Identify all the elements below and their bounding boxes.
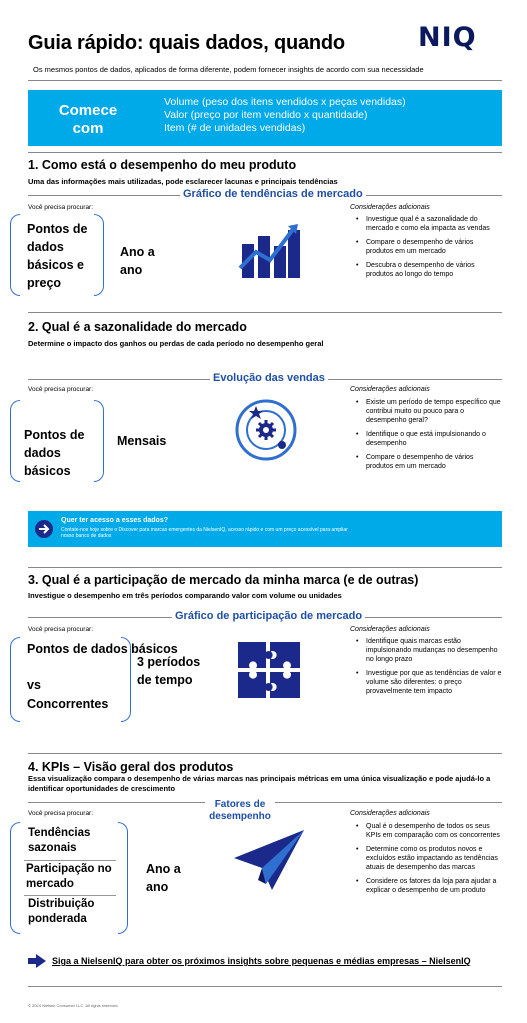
divider	[28, 753, 502, 754]
section-3-left-line-2: vs	[27, 678, 41, 692]
section-2-left-text: Pontos de dados básicos	[24, 428, 85, 478]
section-1-left-text: Pontos de dados básicos e preço	[27, 222, 88, 290]
cta-heading: Quer ter acesso a esses dados?	[61, 517, 168, 524]
consideration-item: • Investigue qual é a sazonalidade do mercado e como ela impacta as vendas	[354, 215, 502, 233]
extra-label: Considerações adicionais	[350, 810, 430, 817]
left-brace	[10, 400, 20, 482]
section-2-chart-heading: Evolução das vendas	[210, 372, 328, 384]
left-brace	[10, 214, 20, 296]
section-4-right-text: Ano a ano	[146, 862, 181, 894]
divider	[28, 80, 502, 81]
access-data-cta[interactable]	[28, 511, 502, 547]
section-1-chart-heading: Gráfico de tendências de mercado	[180, 188, 366, 200]
section-1-right-text: Ano a ano	[120, 245, 155, 277]
arrow-right-icon	[28, 954, 46, 968]
bar-chart-trend-icon	[238, 222, 302, 280]
need-label: Você precisa procurar:	[28, 386, 94, 393]
section-4-left-line-2: Participação no mercado	[26, 863, 112, 890]
banner-lead: Comece com	[58, 102, 118, 137]
left-brace	[10, 637, 20, 722]
banner-line-item: Item (# de unidades vendidas)	[164, 122, 306, 134]
arrow-right-icon	[35, 520, 53, 538]
section-4-left-line-1: Tendências sazonais	[28, 827, 91, 854]
page-subtitle: Os mesmos pontos de dados, aplicados de forma diferente, podem fornecer insights de acordo com sua necessidade	[33, 65, 424, 74]
paper-plane-icon	[232, 828, 306, 894]
banner-line-volume: Volume (peso dos itens vendidos x peças vendidas)	[164, 96, 406, 108]
need-label: Você precisa procurar:	[28, 204, 94, 211]
section-1-title: 1. Como está o desempenho do meu produto	[28, 158, 297, 172]
divider	[28, 152, 502, 153]
divider	[28, 312, 502, 313]
divider	[24, 895, 116, 896]
orbit-gear-icon	[234, 398, 298, 462]
divider	[28, 567, 502, 568]
consideration-item: • Considere os fatores da loja para ajudar a explicar o desempenho de um produto	[354, 877, 502, 895]
section-4-chart-heading: Fatores de desempenho	[205, 799, 275, 823]
consideration-item: • Identifique quais marcas estão impulsionando mudanças no desempenho no longo prazo	[354, 637, 502, 664]
divider	[28, 986, 502, 987]
consideration-item: • Determine como os produtos novos e excluídos estão impactando as tendências atuais de desempenho das marcas	[354, 845, 502, 872]
section-4-considerations	[354, 822, 502, 900]
section-3-considerations	[354, 637, 502, 701]
right-brace	[121, 637, 131, 722]
section-4-left-line-3: Distribuição ponderada	[28, 898, 95, 925]
right-brace	[94, 400, 104, 482]
consideration-item: • Qual é o desempenho de todos os seus KPIs em comparação com os concorrentes	[354, 822, 502, 840]
puzzle-icon	[236, 640, 302, 700]
section-3-left-line-1: Pontos de dados básicos	[27, 642, 178, 656]
section-2-right-text: Mensais	[117, 434, 167, 448]
section-3-chart-heading: Gráfico de participação de mercado	[172, 610, 365, 622]
section-4-subtitle: Essa visualização compara o desempenho de várias marcas nas principais métricas em uma única visualização e pode ajudá-lo a identificar oportunidades de crescimento	[28, 774, 491, 793]
page-title: Guia rápido: quais dados, quando	[28, 32, 345, 54]
follow-nielseniq-link[interactable]: Siga a NielsenIQ para obter os próximos insights sobre pequenas e médias empresas – NielsenIQ	[52, 956, 471, 966]
section-3-right-text: 3 períodos de tempo	[137, 655, 201, 687]
need-label: Você precisa procurar:	[28, 810, 94, 817]
cta-text: Contate-nos hoje sobre o Discover para marcas emergentes da NielsenIQ, acesso rápido e com um preço acessível para ampliar nosso banco de dados	[61, 527, 348, 539]
right-brace	[94, 214, 104, 296]
section-2-title: 2. Qual é a sazonalidade do mercado	[28, 320, 247, 334]
consideration-item: • Investigue por que as tendências de valor e volume são diferentes: o preço provavelmente tem impacto	[354, 669, 502, 696]
section-1-subtitle: Uma das informações mais utilizadas, pode esclarecer lacunas e principais tendências	[28, 177, 338, 186]
extra-label: Considerações adicionais	[350, 386, 430, 393]
section-3-left-line-3: Concorrentes	[27, 697, 109, 711]
section-3-title: 3. Qual é a participação de mercado da minha marca (e de outras)	[28, 573, 419, 587]
section-1-considerations	[354, 215, 502, 284]
section-2-subtitle: Determine o impacto dos ganhos ou perdas de cada período no desempenho geral	[28, 339, 324, 348]
divider	[24, 860, 116, 861]
section-4-title: 4. KPIs – Visão geral dos produtos	[28, 760, 234, 774]
need-label: Você precisa procurar:	[28, 626, 94, 633]
section-3-subtitle: Investigue o desempenho em três períodos comparando valor com volume ou unidades	[28, 591, 342, 600]
consideration-item: • Descubra o desempenho de vários produtos ao longo do tempo	[354, 261, 502, 279]
copyright-footer: © 2024 Nielsen Consumer LLC. All rights reserved.	[28, 1003, 119, 1008]
niq-logo: NIQ	[418, 22, 477, 53]
left-brace	[10, 822, 20, 934]
right-brace	[118, 822, 128, 934]
section-2-considerations	[354, 398, 502, 476]
banner-line-value: Valor (preço por item vendido x quantidade)	[164, 109, 368, 121]
consideration-item: • Identifique o que está impulsionando o desempenho	[354, 430, 502, 448]
start-with-banner	[28, 90, 502, 146]
consideration-item: • Existe um período de tempo específico que contribui muito ou pouco para o desempenho geral?	[354, 398, 502, 425]
consideration-item: • Compare o desempenho de vários produtos em um mercado	[354, 238, 502, 256]
consideration-item: • Compare o desempenho de vários produtos em um mercado	[354, 453, 502, 471]
extra-label: Considerações adicionais	[350, 626, 430, 633]
extra-label: Considerações adicionais	[350, 204, 430, 211]
